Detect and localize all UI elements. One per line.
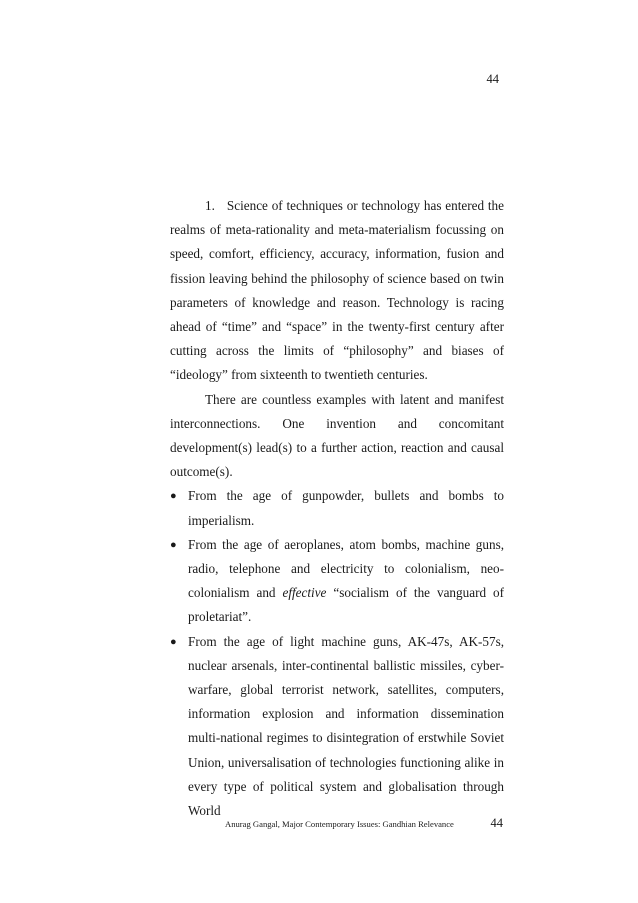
top-page-number: 44 [486, 72, 499, 86]
item-1-text: Science of techniques or technology has entered the realms of meta-rationality and meta-materialism focussing on speed, comfort, efficiency, accuracy, information, fusion and fission leaving behind the philosophy of science based on twin parameters of knowledge and reason. Technology is racing ahead of “time” and “space” in the twenty-first century after cutting across the limits of “philosophy” and biases of “ideology” from sixteenth to twentieth centuries. [170, 198, 504, 383]
footer-citation: Anurag Gangal, Major Contemporary Issues: Gandhian Relevance [225, 819, 454, 829]
bullet-text-1: From the age of gunpowder, bullets and bombs to imperialism. [188, 488, 504, 528]
bullet-item-1 [170, 484, 504, 532]
body-text [170, 194, 504, 823]
bullet-text-2-end: “socialism of the vanguard of proletariat”. [188, 585, 504, 625]
footer-page-number: 44 [490, 816, 503, 830]
paragraph-interconnections: There are countless examples with latent and manifest interconnections. One invention and concomitant development(s) lead(s) to a further action, reaction and causal outcome(s). [170, 391, 504, 480]
page-footer [225, 816, 503, 831]
item-number: 1. [205, 198, 215, 213]
bullet-icon: ● [170, 635, 177, 648]
bullet-text-2-italic: effective [282, 585, 327, 601]
bullet-item-3 [170, 630, 504, 824]
bullet-icon: ● [170, 538, 177, 551]
bullet-list [170, 484, 504, 823]
numbered-paragraph-1 [170, 194, 504, 388]
bullet-icon: ● [170, 490, 177, 503]
bullet-item-2 [170, 533, 504, 630]
bullet-text-3: From the age of light machine guns, AK-47s, AK-57s, nuclear arsenals, inter-continental ballistic missiles, cyber-warfare, global terrorist network, satellites, computers, information explosion and information dissemination multi-national regimes to disintegration of erstwhile Soviet Union, universalisation of technologies functioning alike in every type of political system and globalisation through World [188, 633, 504, 819]
bullet-text-2-start: From the age of aeroplanes, atom bombs, machine guns, radio, telephone and electricity to colonialism, neo-colonialism and [188, 536, 504, 601]
